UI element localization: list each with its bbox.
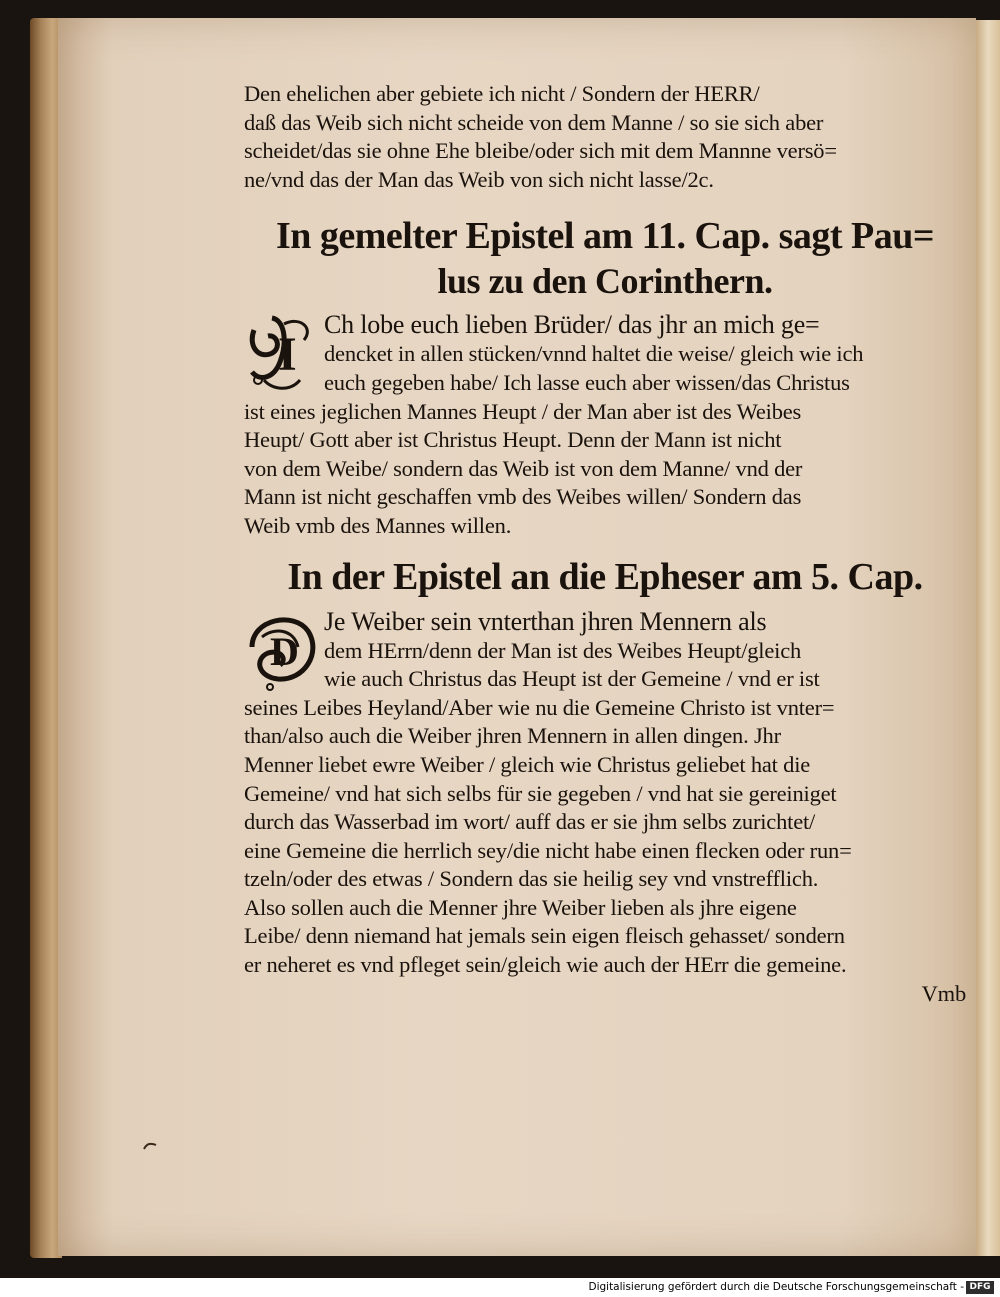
section-heading-continued: lus zu den Corinthern.	[437, 261, 773, 302]
text-line: than/also auch die Weiber jhren Mennern in allen dingen. Jhr	[244, 723, 781, 749]
text-line: Gemeine/ vnd hat sich selbs für sie gegeben / vnd hat sie gereiniget	[244, 780, 837, 806]
text-line: euch gegeben habe/ Ich lasse euch aber wissen/das Christus	[324, 369, 850, 395]
catchword: Vmb	[921, 980, 966, 1006]
page-text	[244, 80, 966, 1008]
text-line: seines Leibes Heyland/Aber wie nu die Gemeine Christo ist vnter=	[244, 694, 835, 720]
heading-2	[244, 553, 966, 601]
text-line: eine Gemeine die herrlich sey/die nicht habe einen flecken oder run=	[244, 837, 852, 863]
text-line: ne/vnd das der Man das Weib von sich nicht lasse/2c.	[244, 166, 714, 192]
initial-letter: D	[270, 628, 299, 674]
paragraph-2	[244, 310, 966, 540]
text-line: Ch lobe euch lieben Brüder/ das jhr an mich ge=	[324, 310, 820, 340]
text-line: scheidet/das sie ohne Ehe bleibe/oder sich mit dem Mannne versö=	[244, 138, 837, 164]
section-heading: In der Epistel an die Epheser am 5. Cap.	[287, 555, 923, 598]
text-line: tzeln/oder des etwas / Sondern das sie heilig sey vnd vnstrefflich.	[244, 866, 819, 892]
text-line: Den ehelichen aber gebiete ich nicht / Sondern der HERR/	[244, 81, 760, 106]
text-line: Je Weiber sein vnterthan jhren Mennern als	[324, 606, 767, 636]
text-line: Leibe/ denn niemand hat jemals sein eigen fleisch gehasset/ sondern	[244, 923, 845, 949]
text-line: Heupt/ Gott aber ist Christus Heupt. Denn der Mann ist nicht	[244, 427, 782, 453]
text-line: dencket in allen stücken/vnnd haltet die weise/ gleich wie ich	[324, 341, 864, 367]
ink-smudge	[142, 1136, 158, 1146]
text-line: von dem Weibe/ sondern das Weib ist von dem Manne/ vnd der	[244, 455, 803, 481]
dfg-logo: DFG	[966, 1281, 994, 1294]
text-line: Menner liebet ewre Weiber / gleich wie Christus geliebet hat die	[244, 751, 811, 777]
initial-letter: I	[278, 328, 297, 382]
text-line: daß das Weib sich nicht scheide von dem Manne / so sie sich aber	[244, 109, 824, 135]
page-edge-right	[976, 20, 1000, 1256]
heading-1	[244, 212, 966, 302]
funding-credit: Digitalisierung gefördert durch die Deutsche Forschungsgemeinschaft -	[588, 1281, 964, 1293]
paragraph-3	[244, 607, 966, 1009]
text-line: Also sollen auch die Menner jhre Weiber lieben als jhre eigene	[244, 894, 797, 920]
decorated-initial	[244, 310, 324, 394]
text-line: dem HErrn/denn der Man ist des Weibes Heupt/gleich	[324, 637, 802, 663]
text-line: wie auch Christus das Heupt ist der Gemeine / vnd er ist	[324, 666, 820, 692]
paragraph-1	[244, 80, 966, 194]
text-line: ist eines jeglichen Mannes Heupt / der Man aber ist des Weibes	[244, 398, 802, 424]
text-line: durch das Wasserbad im wort/ auff das er sie jhm selbs zurichtet/	[244, 809, 816, 835]
text-line: Weib vmb des Mannes willen.	[244, 512, 512, 538]
text-line: er neheret es vnd pfleget sein/gleich wie auch der HErr die gemeine.	[244, 952, 847, 978]
text-line: Mann ist nicht geschaffen vmb des Weibes willen/ Sondern das	[244, 484, 802, 510]
decorated-initial	[244, 607, 324, 691]
section-heading: In gemelter Epistel am 11. Cap. sagt Pau=	[275, 215, 935, 258]
